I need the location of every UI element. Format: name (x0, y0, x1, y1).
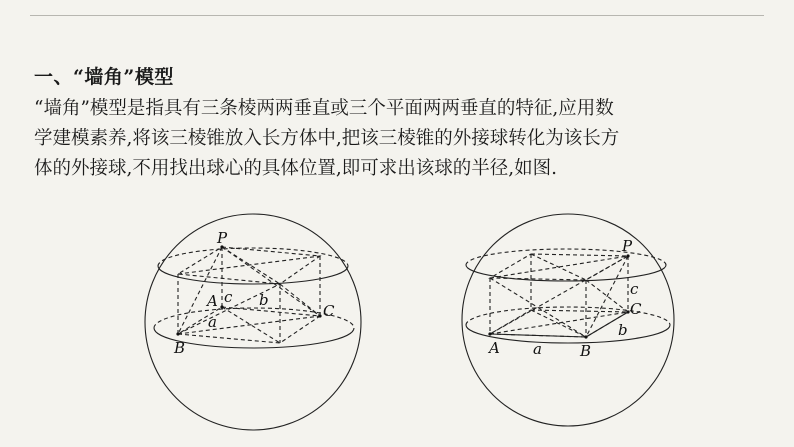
label-B: B (580, 342, 592, 360)
face-diagonal (490, 278, 586, 337)
top-divider (30, 15, 764, 16)
face-diagonal (280, 284, 320, 316)
face-diagonal (531, 310, 586, 337)
face-diagonal (531, 254, 586, 280)
label-C: C (323, 302, 335, 320)
vertex-C-dot (318, 314, 321, 317)
face-diagonal (222, 247, 280, 284)
sphere-outline (145, 214, 361, 430)
label-c: c (224, 288, 233, 306)
figure-right-svg (458, 210, 688, 440)
label-a: a (208, 313, 217, 331)
label-A: A (489, 339, 500, 357)
edge-BC (178, 316, 320, 334)
label-B: B (174, 339, 186, 357)
paragraph-line-2: 学建模素养,将该三棱锥放入长方体中,把该三棱锥的外接球转化为该长方 (34, 128, 620, 149)
label-C: C (630, 300, 642, 318)
label-b: b (259, 291, 269, 309)
section-heading: 一、“墙角”模型 (34, 66, 174, 88)
edge-AC (490, 312, 628, 334)
figure-left-sphere-box (140, 210, 370, 444)
top-ellipse-front (466, 265, 666, 281)
label-P: P (217, 229, 228, 247)
vertex-B-dot (176, 332, 179, 335)
top-ellipse-back (466, 249, 666, 265)
figure-right-sphere-box (458, 210, 688, 444)
edge-AB (490, 334, 586, 337)
label-c: c (630, 280, 639, 298)
sphere-outline (462, 214, 674, 426)
figure-left-svg (140, 210, 370, 440)
paragraph-line-3: 体的外接球,不用找出球心的具体位置,即可求出该球的半径,如图. (34, 158, 558, 179)
label-b: b (618, 321, 628, 339)
paragraph-line-1: “墙角”模型是指具有三条棱两两垂直或三个平面两两垂直的特征,应用数 (34, 98, 614, 119)
body-paragraph (34, 94, 762, 184)
label-A: A (207, 292, 218, 310)
vertex-A-dot (488, 332, 491, 335)
face-diagonal (178, 256, 320, 274)
label-P: P (622, 237, 633, 255)
vertex-B-dot (584, 335, 587, 338)
label-a: a (533, 340, 542, 358)
